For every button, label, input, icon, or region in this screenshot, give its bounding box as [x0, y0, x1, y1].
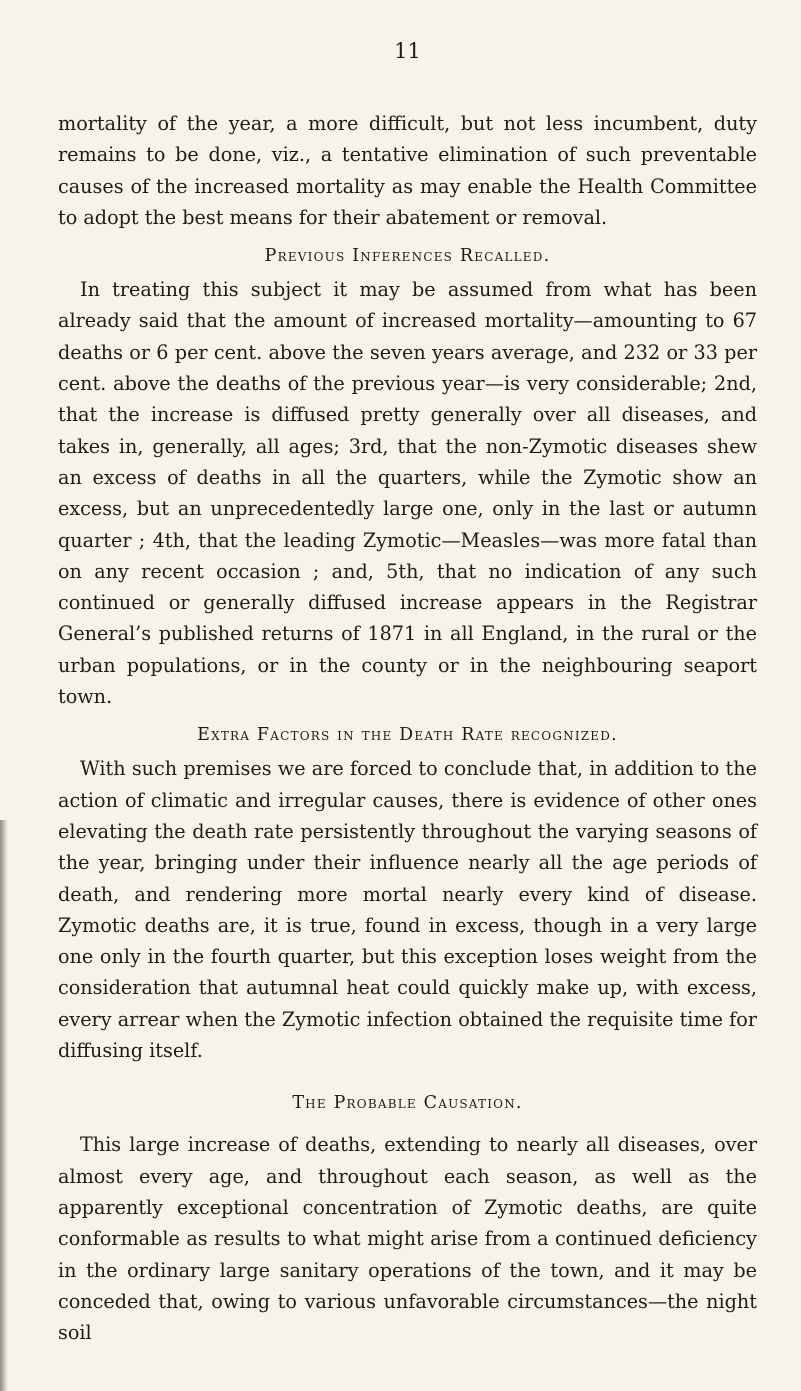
paragraph-extra-factors: With such premises we are forced to conclude that, in addition to the action of climatic and irregular causes, there is evidence of other ones elevating the death rate persistently throughout the varying seasons of the year, bringing under their influence nearly all the age periods of death, and rendering more mortal nearly every kind of disease. Zymotic deaths are, it is true, found in excess, though in a very large one only in the fourth quarter, but this exception loses weight from the consideration that autumnal heat could quickly make up, with excess, every arrear when the Zymotic infection obtained the requisite time for diffusing itself.: [58, 757, 757, 1063]
paragraph-continuation: mortality of the year, a more difficult, but not less incumbent, duty remains to be done, viz., a tentative elimination of such preventable causes of the increased mortality as may enable the Health Committee to adopt the best means for their abatement or removal.: [58, 112, 757, 229]
page-gutter-shadow: [0, 820, 8, 1391]
paragraph-probable-causation: This large increase of deaths, extending to nearly all diseases, over almost every age, and throughout each season, as well as the apparently exceptional concentration of Zymotic deaths, are quite conformable as results to what might arise from a continued deficiency in the ordinary large sanitary operations of the town, and it may be conceded that, owing to various unfavorable circumstances—the night soil: [58, 1133, 757, 1345]
section-heading-extra-factors: Extra Factors in the Death Rate recognized.: [197, 725, 618, 746]
section-heading-previous-inferences: Previous Inferences Recalled.: [264, 246, 551, 267]
section-heading-probable-causation: The Probable Causation.: [292, 1093, 523, 1114]
page-number: 11: [394, 39, 421, 63]
paragraph-previous-inferences: In treating this subject it may be assumed from what has been already said that the amount of increased mortality—amounting to 67 deaths or 6 per cent. above the seven years average, and 232 or 33 per cent. above the deaths of the previous year—is very considerable; 2nd, that the increase is diffused pretty generally over all diseases, and takes in, generally, all ages; 3rd, that the non-Zymotic diseases shew an excess of deaths in all the quarters, while the Zymotic show an excess, but an unprecedentedly large one, only in the last or autumn quarter ; 4th, that the leading Zymotic—Measles—was more fatal than on any recent occasion ; and, 5th, that no indication of any such continued or generally diffused increase appears in the Registrar General’s published returns of 1871 in all England, in the rural or the urban populations, or in the county or in the neighbouring seaport town.: [58, 278, 757, 709]
